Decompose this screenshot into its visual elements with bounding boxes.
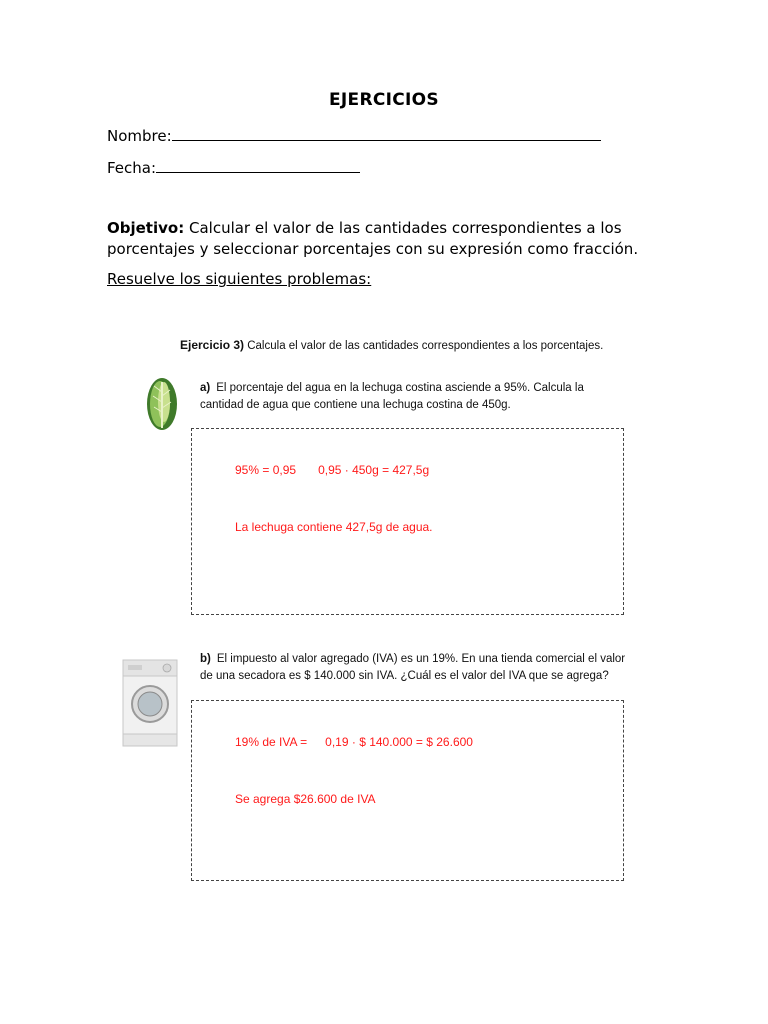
lettuce-icon — [142, 372, 182, 432]
answer-b-calculation — [235, 735, 473, 749]
answer-b-part2: 0,19 · $ 140.000 = $ 26.600 — [325, 735, 473, 749]
date-blank-line — [156, 158, 360, 173]
objective-text: Calcular el valor de las cantidades correspondientes a los porcentajes y seleccionar porcentajes con su expresión como fracción. — [107, 219, 639, 258]
problem-a — [200, 380, 630, 414]
problem-b-letter: b) — [200, 653, 211, 665]
name-field — [107, 126, 601, 145]
answer-b-text: Se agrega $26.600 de IVA — [235, 792, 376, 806]
answer-b-part1: 19% de IVA = — [235, 735, 308, 749]
exercise-number: Ejercicio 3) — [180, 338, 245, 352]
answer-a-part1: 95% = 0,95 — [235, 463, 297, 477]
washing-machine-icon — [120, 658, 180, 750]
problem-a-letter: a) — [200, 382, 211, 394]
instruction-text: Resuelve los siguientes problemas: — [107, 270, 372, 288]
name-blank-line — [172, 126, 601, 141]
name-label: Nombre: — [107, 127, 172, 145]
answer-a-calculation — [235, 463, 429, 477]
answer-box-b — [191, 700, 624, 881]
exercise-statement: Calcula el valor de las cantidades correspondientes a los porcentajes. — [247, 340, 604, 352]
objective-label: Objetivo: — [107, 219, 185, 237]
answer-a-part2: 0,95 · 450g = 427,5g — [318, 463, 430, 477]
problem-a-text: El porcentaje del agua en la lechuga costina asciende a 95%. Calcula la cantidad de agua que contiene una lechuga costina de 450g. — [200, 382, 584, 411]
answer-a-text: La lechuga contiene 427,5g de agua. — [235, 520, 433, 534]
date-label: Fecha: — [107, 159, 157, 177]
objective-paragraph — [107, 218, 667, 260]
exercise-header — [180, 338, 603, 352]
date-field — [107, 158, 360, 177]
page-title: EJERCICIOS — [329, 90, 439, 110]
problem-b — [200, 651, 630, 685]
problem-b-text: El impuesto al valor agregado (IVA) es un 19%. En una tienda comercial el valor de una secadora es $ 140.000 sin IVA. ¿Cuál es el valor del IVA que se agrega? — [200, 653, 626, 682]
